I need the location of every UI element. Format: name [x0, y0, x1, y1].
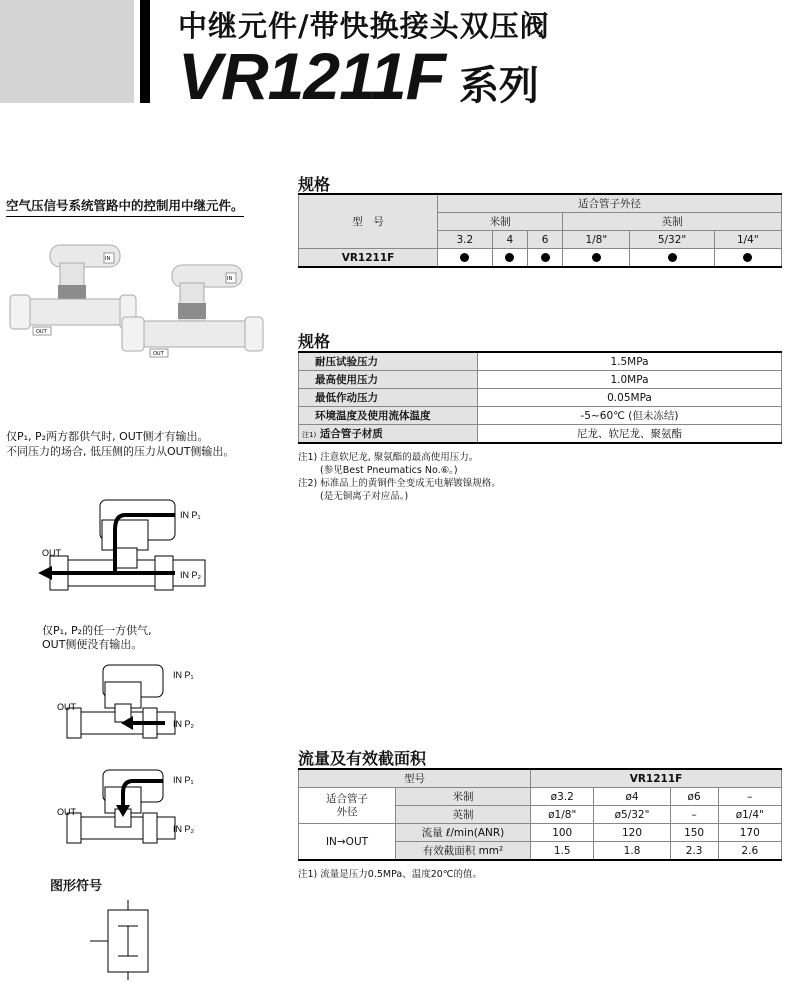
valve-left: [10, 245, 136, 335]
spec1-table: [298, 193, 782, 268]
spec2-label: 最低作动压力: [299, 389, 478, 407]
flow-metric-size: ø6: [670, 788, 718, 806]
flow-tube-label: [299, 788, 396, 824]
available-dot-icon: [668, 253, 677, 262]
spec2-value: -5~60℃ (但未冻结): [478, 407, 782, 425]
available-dot-icon: [460, 253, 469, 262]
spec1-availability-cell: [438, 249, 493, 268]
spec2-label: 适合管子材质: [319, 428, 383, 440]
operation-case1-line1: 仅P₁, P₂两方都供气时, OUT侧才有输出。: [6, 430, 209, 443]
product-photo: [0, 225, 275, 385]
svg-text:IN P₁: IN P₁: [173, 670, 194, 680]
flow-metric-size: ø4: [594, 788, 670, 806]
header-black-bar: [140, 0, 150, 103]
spec1-size: 6: [527, 231, 562, 249]
flow-area-value: 2.3: [670, 842, 718, 861]
spec1-model-header: 型 号: [299, 194, 438, 249]
flow-rate-value: 150: [670, 824, 718, 842]
svg-text:IN P₂: IN P₂: [173, 824, 194, 834]
svg-text:IN: IN: [105, 256, 111, 262]
available-dot-icon: [541, 253, 550, 262]
diagram-both-inputs: [30, 490, 260, 600]
flow-inch-size: –: [670, 806, 718, 824]
spec1-size: 1/4": [714, 231, 781, 249]
header-gray-block: [0, 0, 134, 103]
flow-rate-value: 120: [594, 824, 670, 842]
valve-right: [122, 265, 263, 357]
spec1-availability-cell: [563, 249, 630, 268]
svg-text:OUT: OUT: [36, 329, 47, 335]
flow-area-value: 2.6: [718, 842, 781, 861]
spec2-note: 注2) 标准品上的黄铜件全变成无电解镀镍规格。: [298, 478, 501, 489]
spec1-size: 5/32": [630, 231, 714, 249]
spec1-inch-header: 英制: [563, 213, 782, 231]
svg-text:OUT: OUT: [42, 548, 61, 558]
spec2-title: 规格: [298, 332, 331, 351]
spec2-label: 耐压试验压力: [299, 352, 478, 371]
pneumatic-symbol: [90, 900, 170, 980]
available-dot-icon: [743, 253, 752, 262]
spec1-model-cell: VR1211F: [299, 249, 438, 268]
flow-area-value: 1.5: [531, 842, 594, 861]
diagram-only-p2: [55, 660, 235, 750]
flow-rate-value: 100: [531, 824, 594, 842]
flow-inch-label: 英制: [396, 806, 531, 824]
flow-metric-label: 米制: [396, 788, 531, 806]
flow-inch-size: ø1/4": [718, 806, 781, 824]
symbol-title: 图形符号: [50, 879, 103, 894]
spec2-label-with-note: [299, 425, 478, 444]
spec1-availability-cell: [527, 249, 562, 268]
flow-table: [298, 768, 782, 861]
spec2-note: (参见Best Pneumatics No.⑥。): [298, 465, 458, 476]
spec2-table: [298, 351, 782, 444]
spec2-notes: [298, 451, 501, 503]
spec2-value: 0.05MPa: [478, 389, 782, 407]
diagram-only-p1: [55, 765, 235, 855]
svg-text:OUT: OUT: [57, 807, 76, 817]
svg-text:IN P₁: IN P₁: [173, 775, 194, 785]
flow-metric-size: ø3.2: [531, 788, 594, 806]
flow-model-header: 型号: [299, 769, 531, 788]
spec1-availability-cell: [630, 249, 714, 268]
series-heading: [178, 39, 539, 113]
spec1-title: 规格: [298, 175, 331, 194]
spec1-availability-cell: [714, 249, 781, 268]
flow-inch-size: ø5/32": [594, 806, 670, 824]
flow-title: 流量及有效截面积: [298, 749, 427, 768]
spec2-value: 1.0MPa: [478, 371, 782, 389]
flow-rate-label: 流量 ℓ/min(ANR): [396, 824, 531, 842]
series-model: VR1211F: [178, 39, 445, 113]
spec1-size: 1/8": [563, 231, 630, 249]
flow-direction: IN→OUT: [299, 824, 396, 861]
available-dot-icon: [592, 253, 601, 262]
spec2-note: 注1) 注意软尼龙, 聚氨酯的最高使用压力。: [298, 452, 479, 463]
page-title: 中继元件/带快换接头双压阀: [178, 9, 550, 43]
flow-rate-value: 170: [718, 824, 781, 842]
spec2-label: 环境温度及使用流体温度: [299, 407, 478, 425]
spec2-label: 最高使用压力: [299, 371, 478, 389]
spec1-metric-header: 米制: [438, 213, 563, 231]
spec1-size: 3.2: [438, 231, 493, 249]
spec2-note: (是无铜离子对应品。): [298, 491, 409, 502]
flow-inch-size: ø1/8": [531, 806, 594, 824]
flow-area-value: 1.8: [594, 842, 670, 861]
svg-text:IN P₂: IN P₂: [180, 570, 201, 580]
spec1-tube-header: 适合管子外径: [438, 194, 782, 213]
flow-area-label: 有效截面积 mm²: [396, 842, 531, 861]
flow-tube-label-line2: 外径: [336, 805, 358, 818]
flow-model-value: VR1211F: [531, 769, 782, 788]
product-description: 空气压信号系统管路中的控制用中继元件。: [6, 196, 244, 217]
spec2-value: 1.5MPa: [478, 352, 782, 371]
svg-text:IN P₂: IN P₂: [173, 719, 194, 729]
svg-text:IN: IN: [227, 276, 233, 282]
spec2-note-marker: 注1): [302, 431, 317, 439]
svg-text:OUT: OUT: [57, 702, 76, 712]
available-dot-icon: [505, 253, 514, 262]
operation-case1-line2: 不同压力的场合, 低压侧的压力从OUT侧输出。: [6, 445, 235, 458]
operation-case2-line1: 仅P₁, P₂的任一方供气,: [42, 624, 152, 637]
svg-text:OUT: OUT: [153, 351, 164, 357]
flow-note: 注1) 流量是压力0.5MPa、温度20℃的值。: [298, 869, 482, 880]
operation-case2-line2: OUT侧便没有输出。: [42, 638, 143, 651]
spec2-value: 尼龙、软尼龙、聚氨酯: [478, 425, 782, 444]
spec1-availability-cell: [492, 249, 527, 268]
series-suffix: 系列: [458, 63, 539, 109]
flow-tube-label-line1: 适合管子: [326, 792, 368, 805]
flow-metric-size: –: [718, 788, 781, 806]
spec1-size: 4: [492, 231, 527, 249]
svg-text:IN P₁: IN P₁: [180, 510, 201, 520]
